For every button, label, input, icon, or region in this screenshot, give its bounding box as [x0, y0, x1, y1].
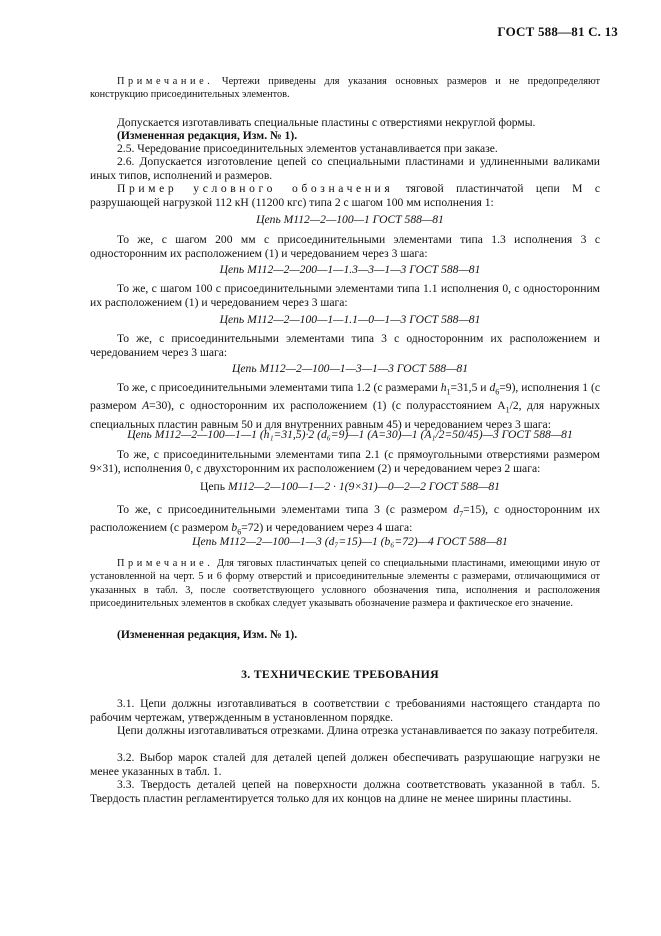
- formula-4: Цепь М112—2—100—1—3—1—3 ГОСТ 588—81: [232, 362, 468, 375]
- example-3-text: То же, с шагом 100 с присоединительными элементами типа 1.1 исполнения 0, с односторонним их расположением (1) и чередованием через 3 шага:: [90, 282, 600, 309]
- note-special-plates: Примечание. Для тяговых пластинчатых цепей со специальными пластинами, имеющими иную от установленной на черт. 5 и 6 форму отверстий и присоединительные элементы с размерами, отличающимися от указанных в табл. 3, после соответствующего условного обозначения типа, исполнения и расположения присоединительных элементов в скобках следует указывать обозначение размера и фактическое его значение.: [90, 558, 600, 610]
- formula-7: Цепь М112—2—100—1—3 (d₇=15)—1 (b₆=72)—4 ГОСТ 588—81: [192, 535, 508, 548]
- section-title: 3. ТЕХНИЧЕСКИЕ ТРЕБОВАНИЯ: [241, 667, 439, 681]
- example-label: Пример условного обозначения: [117, 182, 394, 195]
- formula-6: Цепь М112—2—100—1—2 · 1(9×31)—0—2—2 ГОСТ 588—81: [200, 480, 500, 493]
- example-7-text: То же, с присоединительными элементами типа 3 (с размером $d_7=15$), с односторонним их расположением (с размером $b_6=72$) и чередованием через 4 шага:: [90, 503, 600, 537]
- clause-3-1: 3.1. Цепи должны изготавливаться в соответствии с требованиями настоящего стандарта по рабочим чертежам, утвержденным в установленном порядке.: [90, 697, 600, 724]
- example-5-text: То же, с присоединительными элементами типа 1.2 (с размерами $h_1=31,5$ и $d_6=9$), исполнения 1 (с размером А=30), с односторонним их расположением (1) (с полурасстоянием $А_1/2$, для наружных специальных пластин равным 50 и для внутренних равным 45) и чередованием через 3 шага:: [90, 381, 601, 431]
- clause-3-3: 3.3. Твердость деталей цепей на поверхности должна соответствовать указанной в табл. 5. Твердость пластин регламентируется только для их концов на длине не менее ширины пластины.: [90, 778, 600, 805]
- para-allowed-plates: Допускается изготавливать специальные пластины с отверстиями некруглой формы.: [117, 116, 536, 129]
- formula-1: Цепь М112—2—100—1 ГОСТ 588—81: [256, 213, 444, 226]
- formula-2: Цепь М112—2—200—1—1.3—3—1—3 ГОСТ 588—81: [219, 263, 481, 276]
- example-6-text: То же, с присоединительными элементами типа 2.1 (с прямоугольными отверстиями размером 9×31), исполнения 0, с двухсторонним их расположением (2) и чередованием через 2 шага:: [90, 448, 600, 475]
- formula-5: Цепь М112—2—100—1—1 (h₁=31,5)·2 (d₆=9)—1 (A=30)—1 (A₁/2=50/45)—3 ГОСТ 588—81: [127, 428, 573, 441]
- example-4-text: То же, с присоединительными элементами типа 3 с односторонним их расположением и чередованием через 3 шага:: [90, 332, 600, 359]
- note-label: Примечание.: [117, 558, 214, 569]
- formula-3: Цепь М112—2—100—1—1.1—0—1—3 ГОСТ 588—81: [219, 313, 481, 326]
- revision-note-2: (Измененная редакция, Изм. № 1).: [117, 628, 298, 641]
- clause-2-6: 2.6. Допускается изготовление цепей со специальными пластинами и удлиненными валиками иных типов, исполнений и размеров.: [90, 155, 600, 182]
- revision-note-1: (Измененная редакция, Изм. № 1).: [117, 129, 298, 142]
- page-header: ГОСТ 588—81 С. 13: [497, 24, 618, 39]
- example-2-text: То же, с шагом 200 мм с присоединительными элементами типа 1.3 исполнения 3 с односторонним их расположением (1) и чередованием через 3 шага:: [90, 233, 600, 260]
- clause-3-1-cut: Цепи должны изготавливаться отрезками. Длина отрезка устанавливается по заказу потребителя.: [117, 724, 598, 737]
- clause-3-2: 3.2. Выбор марок сталей для деталей цепей должен обеспечивать разрушающие нагрузки не менее указанных в табл. 1.: [90, 751, 600, 778]
- clause-2-5: 2.5. Чередование присоединительных элементов устанавливается при заказе.: [117, 142, 498, 155]
- note-label: Примечание.: [117, 76, 214, 87]
- note-drawings: Примечание. Чертежи приведены для указания основных размеров и не предопределяют конструкцию присоединительных элементов.: [90, 76, 600, 101]
- example-intro: Пример условного обозначения тяговой пластинчатой цепи М с разрушающей нагрузкой 112 кН (11200 кгс) типа 2 с шагом 100 мм исполнения 1:: [90, 182, 600, 209]
